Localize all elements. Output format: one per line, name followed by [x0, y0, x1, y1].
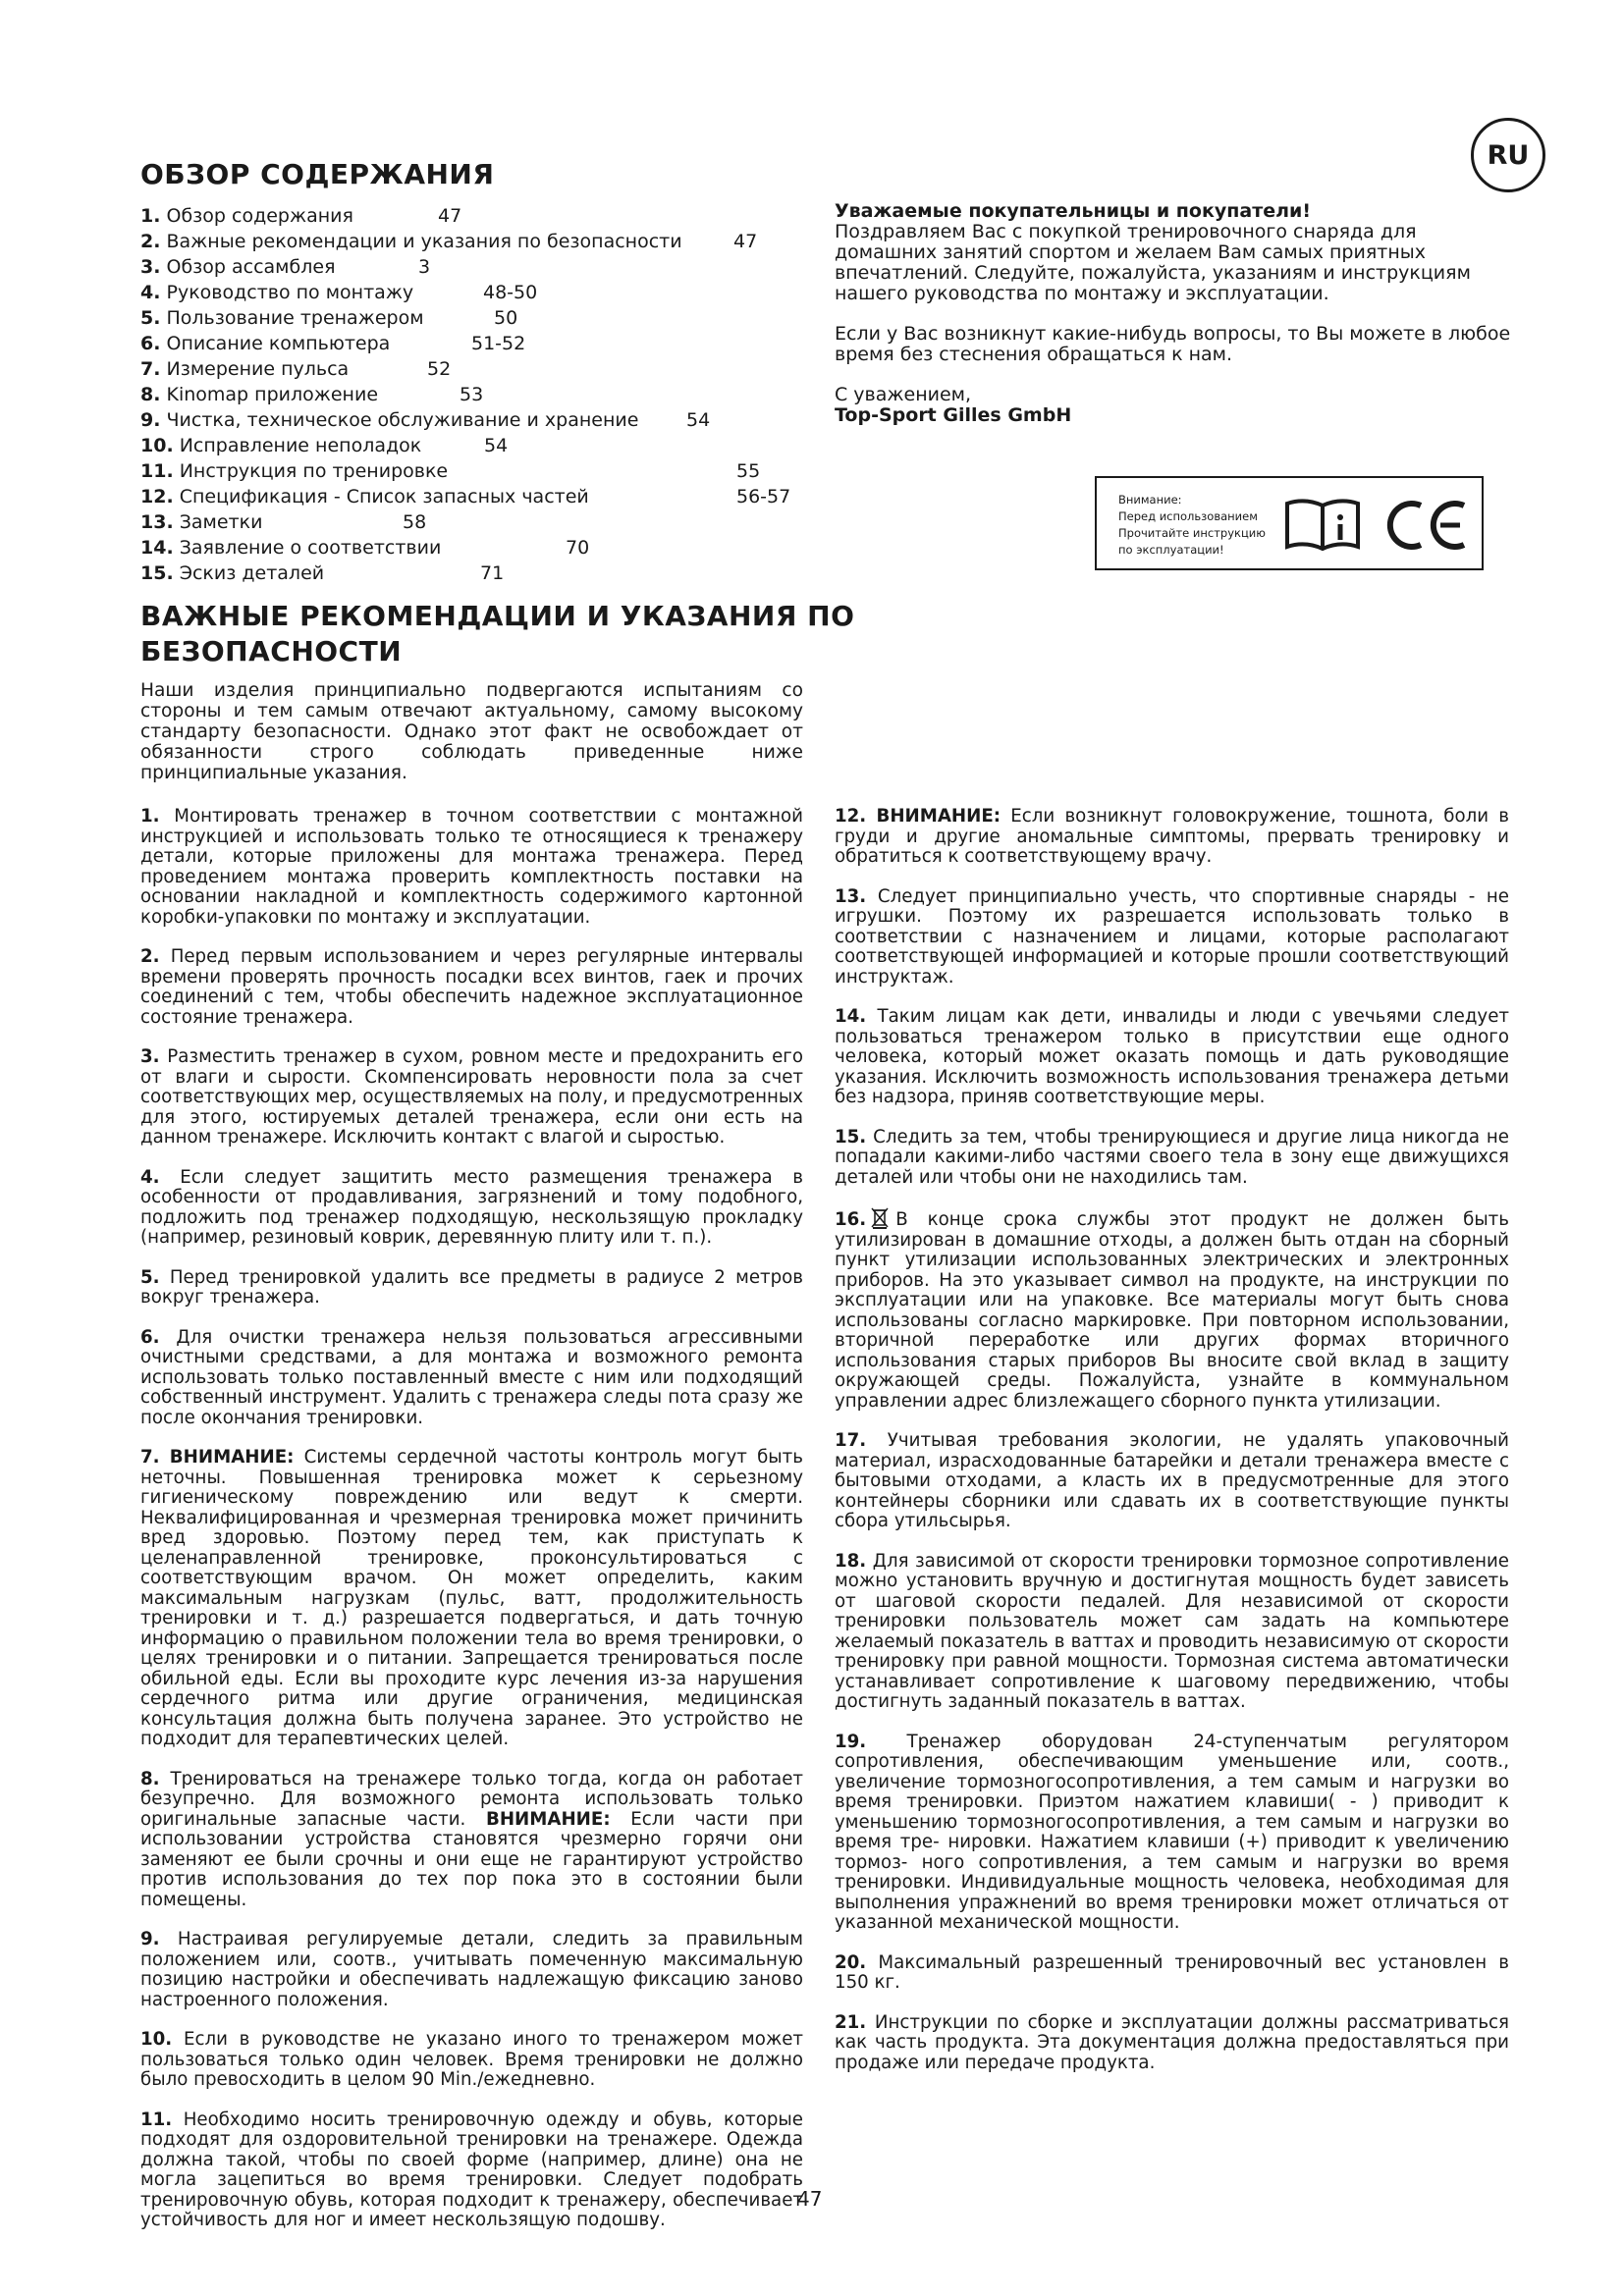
greeting-heading: Уважаемые покупательницы и покупатели!	[835, 200, 1312, 222]
toc-title: ОБЗОР СОДЕРЖАНИЯ	[140, 158, 495, 190]
safety-item: 12. ВНИМАНИЕ: Если возникнут головокружение, тошнота, боли в груди и другие аномальные симптомы, прервать тренировку и обратиться к соответствующему врачу.	[835, 806, 1509, 867]
warning-line: Прочитайте инструкцию	[1118, 526, 1266, 540]
safety-right-column	[835, 807, 1509, 2093]
safety-item: 17. Учитывая требования экологии, не удалять упаковочный материал, израсходованные батарейки и детали тренажера вместе с бытовыми отходами, а класть их в предусмотренные для этого контейнеры сборники или сдавать их в соответствующие пункты сбора утильсырья.	[835, 1430, 1509, 1531]
safety-item: 3. Разместить тренажер в сухом, ровном месте и предохранить его от влаги и сырости. Скомпенсировать неровности пола за счет соответствующих мер, осуществляемых на полу, и предусмотренных для этого, юстируемых деталей тренажера, если они есть на данном тренажере. Исключить контакт с влагой и сыростью.	[140, 1046, 803, 1148]
safety-item: 11. Необходимо носить тренировочную одежду и обувь, которые подходят для оздоровительной тренировки на тренажере. Одежда должна такой, чтобы по своей форме (например, длине) она не могла зацепиться во время тренировки. Следует подобрать тренировочную обувь, которая подходит к тренажеру, обеспечивает устойчивость для ног и имеет нескользящую подошву.	[140, 2109, 803, 2230]
safety-item: 16. В конце срока службы этот продукт не должен быть утилизирован в домашние отходы, а должен быть отдан на сборный пункт утилизации использованных электрических и электронных приборов. На это указывает символ на продукте, на инструкции по эксплуатации или на упаковке. Все материалы могут быть снова использованы согласно маркировке. При повторном использовании, вторичной переработке или других формах вторичного использования старых приборов Вы вносите свой вклад в защиту окружающей среды. Пожалуйста, узнайте в коммунальном управлении адрес близлежащего сборного пункта утилизации.	[835, 1209, 1509, 1412]
safety-item: 9. Настраивая регулируемые детали, следить за правильным положением или, соотв., учитывать помеченную максимальную позицию настройки и обеспечивать надлежащую фиксацию заново настроенного положения.	[140, 1929, 803, 2010]
toc-item[interactable]: 2. Важные рекомендации и указания по безопасности 47	[140, 231, 758, 252]
safety-intro: Наши изделия принципиально подвергаются испытаниям со стороны и тем самым отвечают актуальному, самому высокому стандарту безопасности. Однако этот факт не освобождает от обязанности строго соблюдать приведенные ниже принципиальные указания.	[140, 680, 803, 783]
greeting-paragraph: Поздравляем Вас с покупкой тренировочного снаряда для домашних занятий спортом и желаем Вам самых приятных впечатлений. Следуйте, пожалуйста, указаниям и инструкциям нашего руководства по монтажу и эксплуатации.	[835, 221, 1471, 304]
safety-item: 20. Максимальный разрешенный тренировочный вес установлен в 150 кг.	[835, 1951, 1509, 1993]
safety-item: 2. Перед первым использованием и через регулярные интервалы времени проверять прочность посадки всех винтов, гаек и прочих соединений с тем, чтобы обеспечить надежное эксплуатационное состояние тренажера.	[140, 946, 803, 1028]
safety-item: 7. ВНИМАНИЕ: Системы сердечной частоты контроль могут быть неточны. Повышенная тренировка может к серьезному гигиеническому повреждению или ведут к смерти. Неквалифицированная и чрезмерная тренировка может причинить вред здоровью. Поэтому перед тем, как приступать к целенаправленной тренировке, проконсультироваться с соответствующим врачом. Он может определить, каким максимальным нагрузкам (пульс, ватт, продолжительность тренировки и т. д.) разрешается подвергаться, и дать точную информацию о правильном положении тела во время тренировки, о целях тренировки и о питании. Запрещается тренироваться после обильной еды. Если вы проходите курс лечения из-за нарушения сердечного ритма или другие ограничения, медицинская консультация должна быть получена заранее. Это устройство не подходит для терапевтических целей.	[140, 1447, 803, 1749]
toc-item[interactable]: 1. Обзор содержания 47	[140, 205, 462, 227]
safety-item: 10. Если в руководстве не указано иного то тренажером может пользоваться только один человек. Время тренировки не должно было превосходить в целом 90 Min./ежедневно.	[140, 2029, 803, 2090]
safety-item: 4. Если следует защитить место размещения тренажера в особенности от продавливания, загрязнений и тому подобного, подложить под тренажер подходящую, нескользящую прокладку (например, резиновый коврик, деревянную плиту или т. п.).	[140, 1166, 803, 1248]
page-number: 47	[797, 2187, 823, 2211]
toc-item[interactable]: 7. Измерение пульса 52	[140, 358, 452, 380]
toc-item[interactable]: 15. Эскиз деталей 71	[140, 562, 505, 584]
toc-item[interactable]: 5. Пользование тренажером 50	[140, 307, 518, 329]
safety-item: 6. Для очистки тренажера нельзя пользоваться агрессивными очистными средствами, а для монтажа и возможного ремонта использовать только поставленный вместе с ним или подходящий собственный инструмент. Удалить с тренажера следы пота сразу же после окончания тренировки.	[140, 1326, 803, 1428]
safety-item: 14. Таким лицам как дети, инвалиды и люди с увечьями следует пользоваться тренажером только в присутствии еще одного человека, который может оказать помощь и дать руководящие указания. Исключить возможность использования тренажера детьми без надзора, приняв соответствующие меры.	[835, 1006, 1509, 1107]
greeting-paragraph: Если у Вас возникнут какие-нибудь вопросы, то Вы можете в любое время без стеснения обращаться к нам.	[835, 323, 1511, 365]
toc-list	[140, 203, 828, 586]
safety-item: 13. Следует принципиально учесть, что спортивные снаряды - не игрушки. Поэтому их разрешается использовать только в соответствии с назначением и лицами, которые располагают соответствующей информацией и которые прошли соответствующий инструктаж.	[835, 885, 1509, 988]
safety-item: 19. Тренажер оборудован 24-ступенчатым регулятором сопротивления, обеспечивающим уменьшение или, соотв., увеличение тормозногосопротивления, а тем самым и нагрузки во время тренировки. Приэтом нажатием клавиши( - ) приводит к уменьшению тормозногосопротивления, а тем самым и нагрузки во время тре- нировки. Нажатием клавиши (+) приводит к увеличению тормоз- ного сопротивления, а тем самым и нагрузки во время тренировки. Индивидуальные мощность человека, необходимая для выполнения упражнений во время тренировки может отличаться от указанной механической мощности.	[835, 1731, 1509, 1933]
safety-item: 21. Инструкции по сборке и эксплуатации должны рассматриваться как часть продукта. Эта документация должна предоставляться при продаже или передаче продукта.	[835, 2011, 1509, 2073]
toc-item[interactable]: 4. Руководство по монтажу 48-50	[140, 282, 538, 303]
greeting-company: Top-Sport Gilles GmbH	[835, 404, 1072, 426]
safety-item: 1. Монтировать тренажер в точном соответствии с монтажной инструкцией и использовать только те относящиеся к тренажеру детали, которые приложены для монтажа тренажера. Перед проведением монтажа проверить комплектность поставки на основании накладной и комплектность содержимого картонной коробки-упаковки по монтажу и эксплуатации.	[140, 806, 803, 928]
warning-line: Перед использованием	[1118, 509, 1258, 523]
safety-item: 5. Перед тренировкой удалить все предметы в радиусе 2 метров вокруг тренажера.	[140, 1266, 803, 1308]
toc-item[interactable]: 14. Заявление о соответствии 70	[140, 537, 590, 559]
toc-item[interactable]: 3. Обзор ассамблея 3	[140, 256, 431, 278]
safety-left-column	[140, 807, 803, 2251]
safety-item: 8. Тренироваться на тренажере только тогда, когда он работает безупречно. Для возможного ремонта использовать только оригинальные запасные части. ВНИМАНИЕ: Если части при использовании устройства становятся чрезмерно горячи они заменяют ее были срочны и они еще не гарантируют устройство против использования до тех пор пока это в состоянии были помещены.	[140, 1768, 803, 1910]
crossed-bin-icon	[870, 1207, 890, 1229]
toc-item[interactable]: 8. Kinomap приложение 53	[140, 384, 484, 405]
read-manual-icon	[1283, 498, 1362, 553]
toc-item[interactable]: 12. Спецификация - Список запасных частей 56-57	[140, 486, 791, 507]
warning-line: Внимание:	[1118, 493, 1182, 507]
safety-item: 18. Для зависимой от скорости тренировки тормозное сопротивление можно установить вручную и достигнутая мощность будет зависеть от шаговой скорости педалей. Для независимой от скорости тренировки пользователь может сам задать на компьютере желаемый показатель в ваттах и проводить независимую от скорости тренировку при равной мощности. Тормозная система автоматически устанавливает сопротивление к шаговому передвижению, чтобы достигнуть заданный показатель в ваттах.	[835, 1550, 1509, 1712]
warning-line: по эксплуатации!	[1118, 543, 1224, 557]
toc-item[interactable]: 11. Инструкция по тренировке 55	[140, 460, 761, 482]
warning-box	[1095, 476, 1484, 570]
greeting-block	[835, 201, 1512, 426]
toc-item[interactable]: 6. Описание компьютера 51-52	[140, 333, 526, 354]
greeting-regards: С уважением,	[835, 384, 972, 405]
toc-item[interactable]: 13. Заметки 58	[140, 511, 427, 533]
toc-item[interactable]: 10. Исправление неполадок 54	[140, 435, 509, 456]
safety-title: ВАЖНЫЕ РЕКОМЕНДАЦИИ И УКАЗАНИЯ ПО БЕЗОПАСНОСТИ	[140, 600, 855, 668]
language-badge: RU	[1471, 118, 1545, 192]
safety-item: 15. Следить за тем, чтобы тренирующиеся и другие лица никогда не попадали какими-либо частями своего тела в зону еще движущихся деталей или чтобы они не находились там.	[835, 1126, 1509, 1188]
toc-item[interactable]: 9. Чистка, техническое обслуживание и хранение 54	[140, 409, 711, 431]
ce-mark-icon	[1381, 500, 1470, 551]
